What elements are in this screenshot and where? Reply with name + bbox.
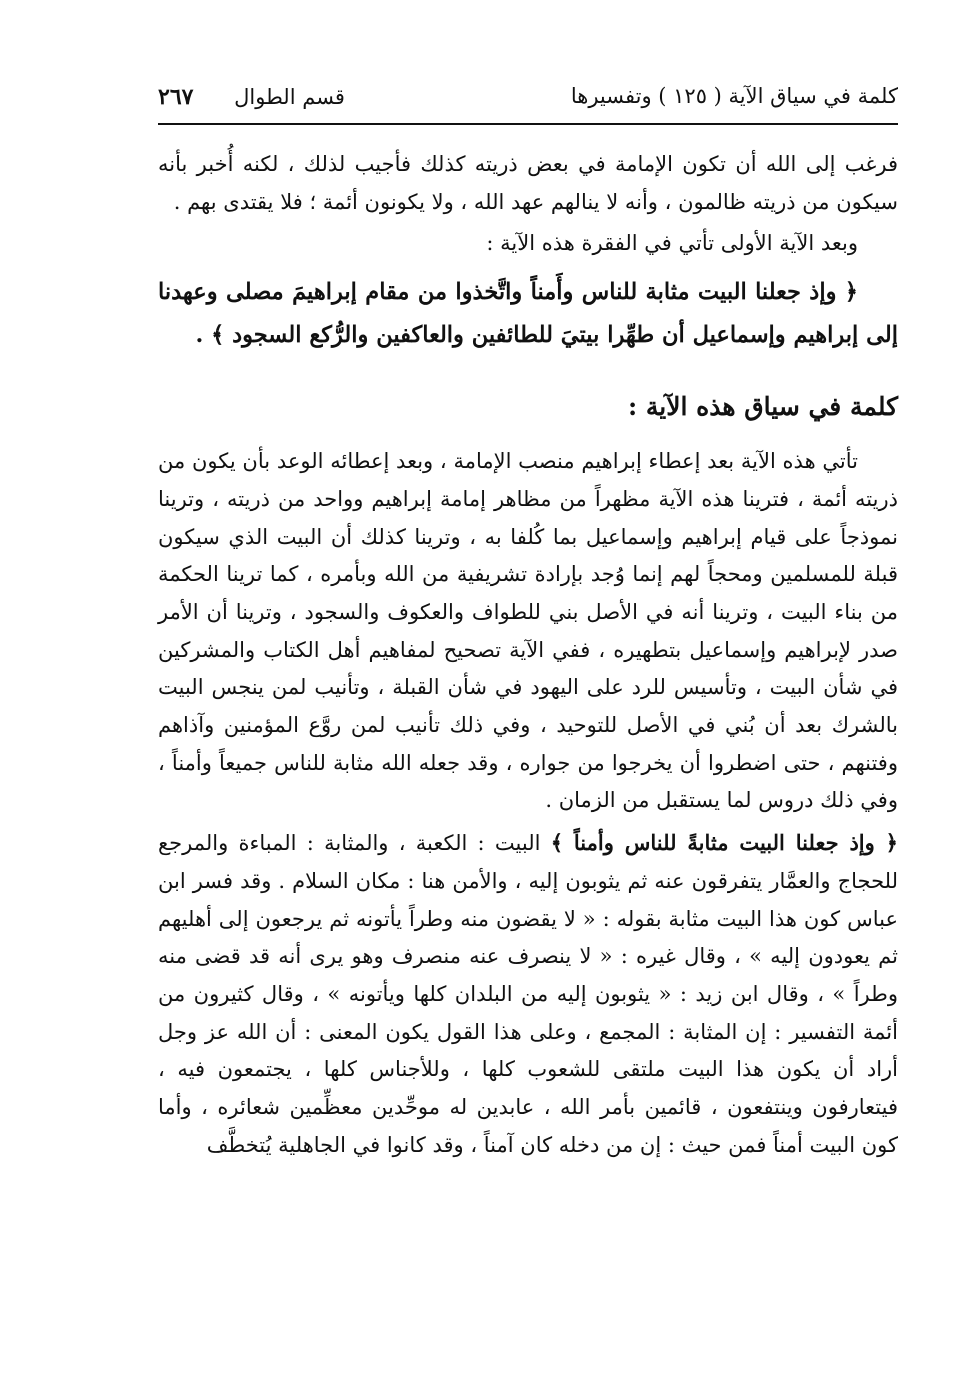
commentary-paragraph [158, 824, 898, 1164]
intro-paragraph: فرغب إلى الله أن تكون الإمامة في بعض ذريته كذلك فأجيب لذلك ، لكنه أُخبر بأنه سيكون من ذريته ظالمون ، وأنه لا ينالهم عهد الله ، ولا يكونون أئمة ؛ فلا يقتدى بهم . [158, 152, 898, 214]
commentary-text: البيت : الكعبة ، والمثابة : المباءة والمرجع للحجاج والعمَّار يتفرقون عنه ثم يثوبون إليه ، والأمن هنا : مكان السلام . وقد فسر ابن عباس كون هذا البيت مثابة بقوله : « لا يقضون منه وطراً يأتونه ثم يرجعون إلى أهليهم ثم يعودون إليه » ، وقال غيره : « لا ينصرف عنه منصرف وهو يرى أنه قد قضى منه وطراً » ، وقال ابن زيد : « يثوبون إليه من البلدان كلها ويأتونه » ، وقال كثيرون من أئمة التفسير : إن المثابة : المجمع ، وعلى هذا القول يكون المعنى : أن الله عز وجل أراد أن يكون هذا البيت ملتقى للشعوب كلها ، وللأجناس كلها ، يجتمعون فيه ، فيتعارفون وينتفعون ، قائمين بأمر الله ، عابدين له موحِّدين معظِّمين شعائره ، وأما كون البيت أمناً فمن حيث : إن من دخله كان آمناً ، وقد كانوا في الجاهلية يُتخطَّف [158, 831, 898, 1157]
page-body [158, 146, 898, 1164]
section-heading: كلمة في سياق هذه الآية : [627, 392, 898, 422]
commentary-verse-quote: ﴿ وإذ جعلنا البيت مثابةً للناس وأمناً ﴾ [550, 830, 898, 856]
quranic-verse: ﴿ وإذ جعلنا البيت مثابة للناس وأَمناً واتَّخذوا من مقام إبراهيمَ مصلى وعهدنا إلى إبراهيم وإسماعيل أن طهِّرا بيتيَ للطائفين والعاكفين والرُّكع السجود ﴾ . [158, 279, 898, 349]
running-head-section [158, 84, 345, 110]
header-rule [158, 123, 898, 125]
lead-in-line: وبعد الآية الأولى تأتي في الفقرة هذه الآية : [486, 231, 858, 256]
context-paragraph: تأتي هذه الآية بعد إعطاء إبراهيم منصب الإمامة ، وبعد إعطائه الوعد بأن يكون من ذريته أئمة ، فترينا هذه الآية مظهراً من مظاهر إمامة إبراهيم وواحد من ذريته ، وترينا نموذجاً على قيام إبراهيم وإسماعيل بما كُلفا به ، وترينا كذلك أن البيت الذي سيكون قبلة للمسلمين ومحجاً لهم إنما وُجد بإرادة تشريفية من الله وبأمره ، كما ترينا الحكمة من بناء البيت ، وترينا أنه في الأصل بني للطواف والعكوف والسجود ، وترينا أن الأمر صدر لإبراهيم وإسماعيل بتطهيره ، ففي الآية تصحيح لمفاهيم أهل الكتاب والمشركين في شأن البيت ، وتأسيس للرد على اليهود في شأن القبلة ، وتأنيب لمن ينجس البيت بالشرك بعد أن بُني في الأصل للتوحيد ، وفي ذلك تأنيب لمن روَّع المؤمنين وآذاهم وفتنهم ، حتى اضطروا أن يخرجوا من جواره ، وقد جعله الله مثابة للناس جميعاً وأمناً ، وفي ذلك دروس لما يستقبل من الزمان . [158, 449, 898, 813]
running-head [158, 82, 898, 116]
page-number: ٢٦٧ [158, 84, 194, 110]
running-head-title: كلمة في سياق الآية ( ١٢٥ ) وتفسيرها [570, 84, 898, 108]
section-name: قسم الطوال [234, 85, 345, 109]
